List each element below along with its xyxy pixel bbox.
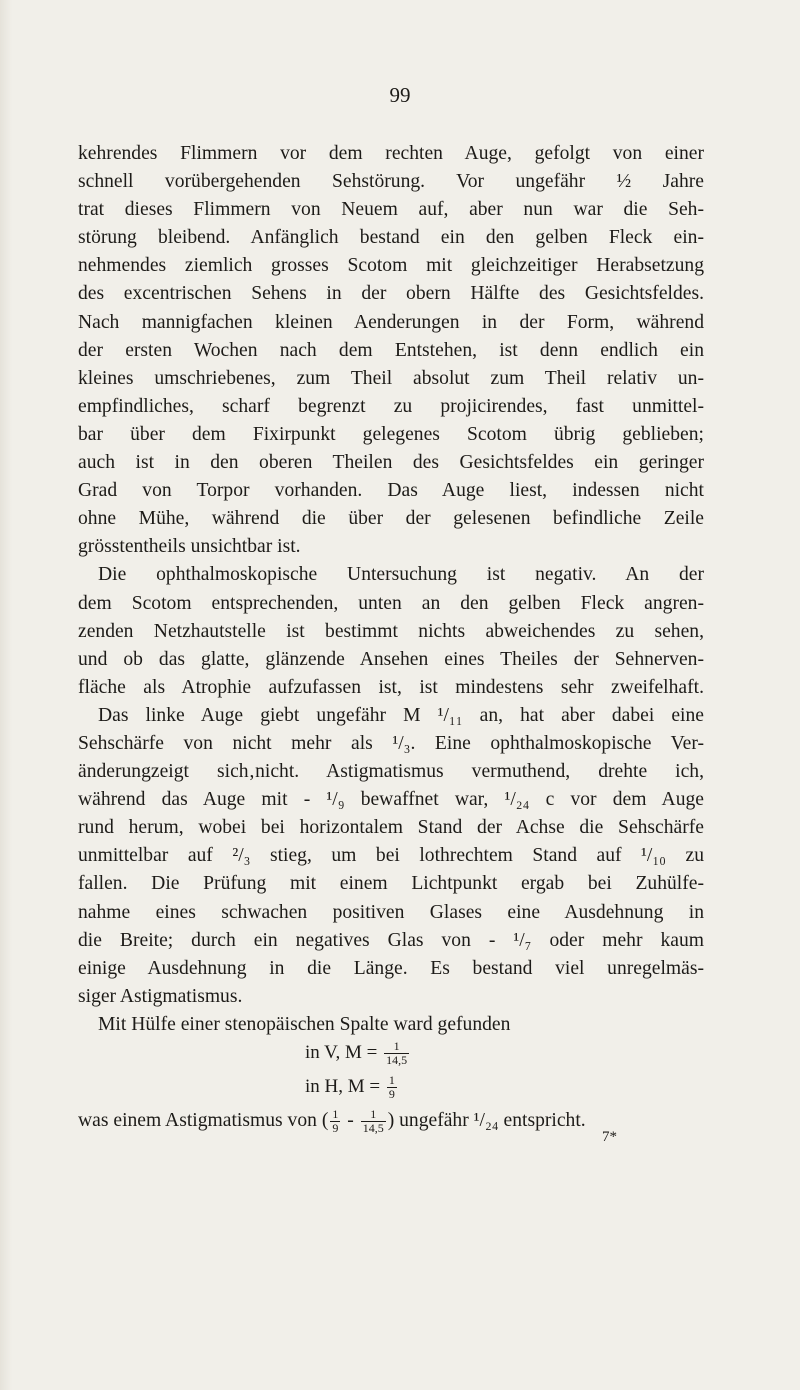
text-line: nehmendes ziemlich grosses Scotom mit gleichzeitiger Herabsetzung	[78, 255, 704, 277]
text-line: kehrendes Flimmern vor dem rechten Auge, gefolgt von einer	[78, 143, 704, 164]
fraction	[361, 1108, 386, 1135]
signature-mark: 7*	[602, 1129, 617, 1145]
text-line: des excentrischen Sehens in der obern Hälfte des Gesichtsfeldes.	[78, 283, 704, 305]
formula-horizontal	[78, 1073, 704, 1107]
text-line: zenden Netzhautstelle ist bestimmt nichts abweichendes zu sehen,	[78, 620, 704, 642]
fraction-denominator: 9	[332, 1121, 339, 1135]
fraction-denominator: 9	[388, 1087, 395, 1102]
text-line: nahme eines schwachen positiven Glases eine Ausdehnung in	[78, 901, 704, 923]
final-minus: -	[342, 1110, 359, 1131]
fraction-denominator: 14,5	[362, 1121, 384, 1135]
text-line: auch ist in den oberen Theilen des Gesichtsfeldes ein geringer	[78, 452, 704, 474]
formula-prefix: in V, M =	[305, 1042, 383, 1063]
text-line: siger Astigmatismus.	[78, 985, 243, 1007]
body-text	[78, 140, 704, 1137]
text-line: Die ophthalmoskopische Untersuchung ist negativ. An der	[98, 564, 704, 586]
text-line: fallen. Die Prüfung mit einem Lichtpunkt ergab bei Zuhülfe-	[78, 873, 704, 895]
text-line: fläche als Atrophie aufzufassen ist, ist mindestens sehr zweifelhaft.	[78, 676, 704, 698]
text-line: trat dieses Flimmern von Neuem auf, aber nun war die Seh-	[78, 199, 704, 221]
text-line: der ersten Wochen nach dem Entstehen, ist denn endlich ein	[78, 339, 704, 361]
text-line: unmittelbar auf ²/₃ stieg, um bei lothrechtem Stand auf ¹/₁₀ zu	[78, 845, 704, 867]
text-line: einige Ausdehnung in die Länge. Es bestand viel unregelmäs-	[78, 957, 704, 979]
fraction-numerator: 1	[384, 1040, 409, 1054]
text-line: Das linke Auge giebt ungefähr M ¹/₁₁ an, hat aber dabei eine	[98, 704, 704, 726]
text-line: grösstentheils unsichtbar ist.	[78, 536, 301, 558]
text-line: die Breite; durch ein negatives Glas von - ¹/₇ oder mehr kaum	[78, 929, 704, 951]
final-before: was einem Astigmatismus von (	[78, 1110, 329, 1131]
text-line: ohne Mühe, während die über der gelesenen befindliche Zeile	[78, 508, 704, 530]
text-line: Nach mannigfachen kleinen Aenderungen in der Form, während	[78, 311, 704, 333]
fraction	[384, 1040, 409, 1067]
binding-edge	[0, 0, 12, 1390]
text-line: schnell vorübergehenden Sehstörung. Vor ungefähr ½ Jahre	[78, 171, 704, 193]
fraction-denominator: 14,5	[386, 1053, 408, 1068]
text-line: kleines umschriebenes, zum Theil absolut zum Theil relativ un-	[78, 367, 704, 389]
final-after: ) ungefähr ¹/₂₄ entspricht.	[387, 1110, 586, 1131]
page-number: 99	[389, 83, 411, 107]
text-line: Grad von Torpor vorhanden. Das Auge liest, indessen nicht	[78, 480, 704, 502]
text-line: Mit Hülfe einer stenopäischen Spalte ward gefunden	[98, 1013, 511, 1035]
text-line: störung bleibend. Anfänglich bestand ein den gelben Fleck ein-	[78, 227, 704, 249]
fraction-numerator: 1	[388, 1073, 395, 1088]
text-line: Sehschärfe von nicht mehr als ¹/₃. Eine ophthalmoskopische Ver-	[78, 732, 704, 754]
text-line: während das Auge mit - ¹/₉ bewaffnet war, ¹/₂₄ c vor dem Auge	[78, 789, 704, 811]
text-line: rund herum, wobei bei horizontalem Stand der Achse die Sehschärfe	[78, 817, 704, 839]
formula-vertical	[78, 1039, 704, 1073]
formula-prefix: in H, M =	[305, 1076, 385, 1097]
fraction	[387, 1074, 397, 1101]
text-line: dem Scotom entsprechenden, unten an den gelben Fleck angren-	[78, 592, 704, 614]
text-line: änderungzeigt sich‚nicht. Astigmatismus vermuthend, drehte ich,	[78, 761, 704, 783]
text-line: empfindliches, scharf begrenzt zu projicirendes, fast unmittel-	[78, 395, 704, 417]
text-line: und ob das glatte, glänzende Ansehen eines Theiles der Sehnerven-	[78, 648, 704, 670]
fraction	[330, 1108, 340, 1135]
fraction-numerator: 1	[361, 1108, 386, 1122]
text-line: bar über dem Fixirpunkt gelegenes Scotom übrig geblieben;	[78, 423, 704, 445]
fraction-numerator: 1	[332, 1107, 339, 1121]
